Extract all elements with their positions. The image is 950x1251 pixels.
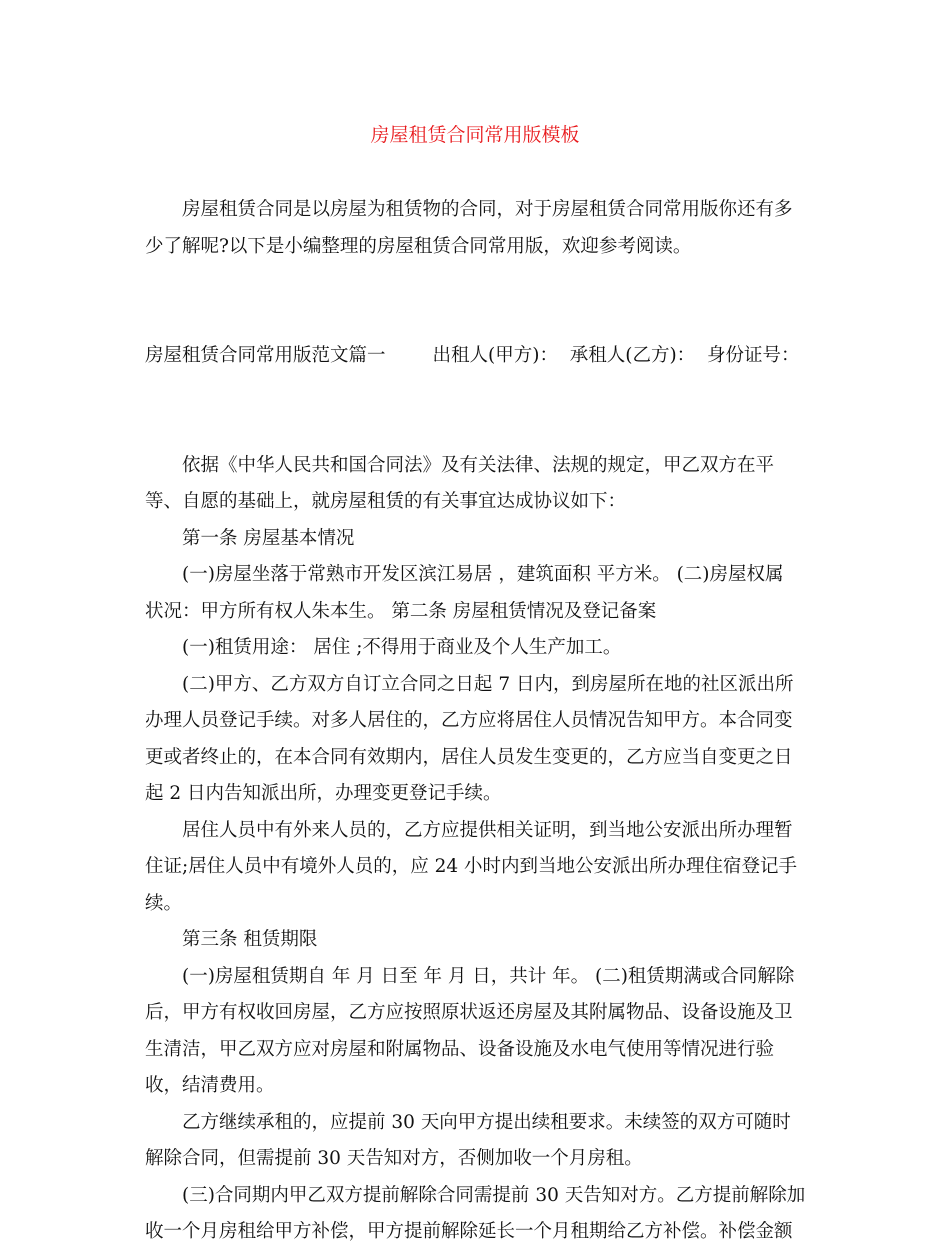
text-line: 依据《中华人民共和国合同法》及有关法律、法规的规定，甲乙双方在平 (182, 454, 775, 476)
text-line: 住证;居住人员中有境外人员的，应 24 小时内到当地公安派出所办理住宿登记手 (145, 856, 798, 877)
paragraph-parties (145, 265, 815, 448)
text-line: 后，甲方有权收回房屋，乙方应按照原状返还房屋及其附属物品、设备设施及卫 (145, 1002, 793, 1023)
paragraph-intro (145, 192, 815, 265)
text-line: 生清洁，甲乙双方应对房屋和附属物品、设备设施及水电气使用等情况进行验 (145, 1038, 775, 1060)
text-line: (一)租赁用途： 居住 ;不得用于商业及个人生产加工。 (182, 637, 622, 658)
paragraph-termination (145, 1178, 815, 1251)
paragraph-renewal (145, 1105, 815, 1178)
paragraph-term (145, 959, 815, 1105)
paragraph-registration (145, 667, 815, 813)
document-title: 房屋租赁合同常用版模板 (370, 124, 580, 146)
text-line: 起 2 日内告知派出所，办理变更登记手续。 (145, 783, 502, 804)
text-line: 居住人员中有外来人员的，乙方应提供相关证明，到当地公安派出所办理暂 (182, 819, 793, 841)
text-line: 少了解呢?以下是小编整理的房屋租赁合同常用版，欢迎参考阅读。 (145, 235, 692, 257)
text-line: 房屋租赁合同常用版范文篇一 出租人(甲方)： 承租人(乙方)： 身份证号： (145, 345, 800, 366)
text-line: 更或者终止的，在本合同有效期内，居住人员发生变更的，乙方应当自变更之日 (145, 746, 793, 768)
section-heading-3 (145, 922, 815, 959)
text-line: 状况：甲方所有权人朱本生。 第二条 房屋租赁情况及登记备案 (145, 600, 657, 622)
text-line: 收，结清费用。 (145, 1075, 275, 1096)
paragraph-residents (145, 813, 815, 923)
text-line: 解除合同，但需提前 30 天告知对方，否侧加收一个月房租。 (145, 1148, 643, 1169)
text-line: (一)房屋租赁期自 年 月 日至 年 月 日，共计 年。 (二)租赁期满或合同解除 (182, 965, 795, 987)
paragraph-basis (145, 448, 815, 521)
text-line: 房屋租赁合同是以房屋为租赁物的合同，对于房屋租赁合同常用版你还有多 (182, 199, 793, 220)
text-line: 第一条 房屋基本情况 (182, 527, 355, 549)
text-line: 续。 (145, 892, 183, 914)
document-body (145, 192, 815, 1251)
text-line: 等、自愿的基础上，就房屋租赁的有关事宜达成协议如下： (145, 491, 627, 512)
paragraph-property (145, 557, 815, 630)
text-line: 办理人员登记手续。对多人居住的，乙方应将居住人员情况告知甲方。本合同变 (145, 710, 793, 731)
text-line: 收一个月房租给甲方补偿，甲方提前解除延长一个月租期给乙方补偿。补偿金额 (145, 1221, 793, 1242)
paragraph-usage (145, 630, 815, 667)
text-line: 第三条 租赁期限 (182, 929, 318, 950)
section-heading-1 (145, 521, 815, 558)
text-line: (二)甲方、乙方双方自订立合同之日起 7 日内，到房屋所在地的社区派出所 (182, 673, 794, 695)
text-line: 乙方继续承租的，应提前 30 天向甲方提出续租要求。未续签的双方可随时 (182, 1111, 791, 1133)
text-line: (三)合同期内甲乙双方提前解除合同需提前 30 天告知对方。乙方提前解除加 (182, 1184, 806, 1206)
text-line: (一)房屋坐落于常熟市开发区滨江易居 ，建筑面积 平方米。 (二)房屋权属 (182, 564, 784, 585)
